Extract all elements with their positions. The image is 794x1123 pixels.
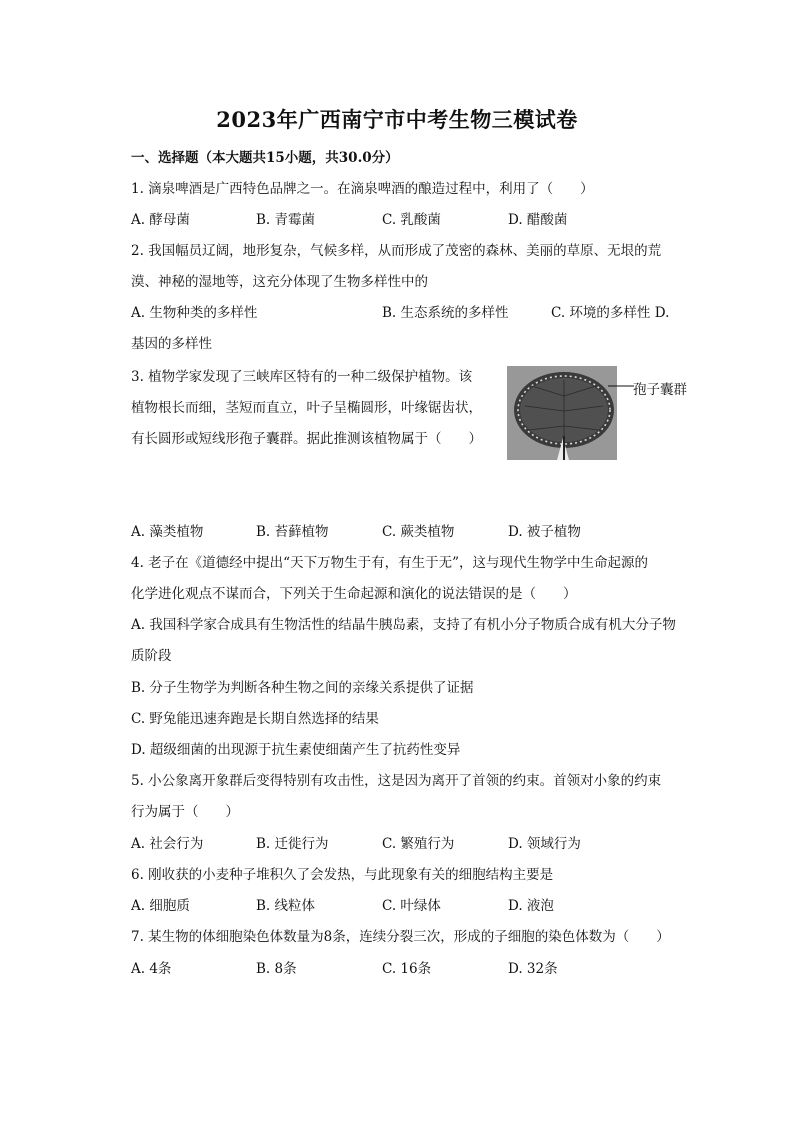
- question-1: 1. 滴泉啤酒是广西特色品牌之一。在滴泉啤酒的酿造过程中，利用了（ ）: [131, 181, 594, 197]
- q4-option-c: C. 野兔能迅速奔跑是长期自然选择的结果: [131, 711, 379, 727]
- q6-option-b: B. 线粒体: [256, 898, 316, 914]
- q4-option-a-line-2: 质阶段: [131, 648, 172, 664]
- figure-pointer-line: [608, 384, 634, 388]
- q6-option-c: C. 叶绿体: [382, 898, 441, 914]
- q7-option-d: D. 32条: [508, 961, 558, 977]
- q6-option-a: A. 细胞质: [131, 898, 190, 914]
- question-2-line-1: 2. 我国幅员辽阔，地形复杂，气候多样，从而形成了茂密的森林、美丽的草原、无垠的荒: [131, 243, 662, 259]
- q5-option-d: D. 领域行为: [508, 836, 581, 852]
- q2-option-d: 基因的多样性: [131, 336, 212, 352]
- exam-title: 2023年广西南宁市中考生物三模试卷: [216, 107, 578, 132]
- q1-option-c: C. 乳酸菌: [382, 212, 441, 228]
- q5-option-c: C. 繁殖行为: [382, 836, 455, 852]
- question-7: 7. 某生物的体细胞染色体数量为8条，连续分裂三次，形成的子细胞的染色体数为（ ）: [131, 929, 670, 945]
- question-4-line-2: 化学进化观点不谋而合，下列关于生命起源和演化的说法错误的是（ ）: [131, 586, 577, 602]
- section-heading: 一、选择题（本大题共15小题，共30.0分）: [131, 150, 399, 166]
- question-2-line-2: 漠、神秘的湿地等，这充分体现了生物多样性中的: [131, 274, 428, 290]
- q7-option-a: A. 4条: [131, 961, 172, 977]
- q6-option-d: D. 液泡: [508, 898, 554, 914]
- q2-option-b: B. 生态系统的多样性: [382, 305, 509, 321]
- q2-option-c: C. 环境的多样性 D.: [551, 305, 670, 321]
- question-3-line-3: 有长圆形或短线形孢子囊群。据此推测该植物属于（ ）: [131, 431, 482, 447]
- q3-option-b: B. 苔藓植物: [256, 524, 329, 540]
- q3-option-a: A. 藻类植物: [131, 524, 204, 540]
- question-6: 6. 刚收获的小麦种子堆积久了会发热，与此现象有关的细胞结构主要是: [131, 867, 554, 883]
- question-5-line-2: 行为属于（ ）: [131, 804, 239, 820]
- q4-option-b: B. 分子生物学为判断各种生物之间的亲缘关系提供了证据: [131, 680, 474, 696]
- q5-option-a: A. 社会行为: [131, 836, 204, 852]
- question-3-line-2: 植物根长而细，茎短而直立，叶子呈椭圆形，叶缘锯齿状，: [131, 400, 482, 416]
- figure-label: 孢子囊群: [633, 382, 687, 398]
- fern-leaf-figure: [507, 366, 617, 460]
- q3-option-c: C. 蕨类植物: [382, 524, 455, 540]
- q5-option-b: B. 迁徙行为: [256, 836, 329, 852]
- q1-option-d: D. 醋酸菌: [508, 212, 568, 228]
- q4-option-d: D. 超级细菌的出现源于抗生素使细菌产生了抗药性变异: [131, 742, 461, 758]
- q3-option-d: D. 被子植物: [508, 524, 581, 540]
- question-4-line-1: 4. 老子在《道德经中提出“天下万物生于有，有生于无”，这与现代生物学中生命起源的: [131, 555, 648, 571]
- q2-option-a: A. 生物种类的多样性: [131, 305, 258, 321]
- question-3-line-1: 3. 植物学家发现了三峡库区特有的一种二级保护植物。该: [131, 369, 473, 385]
- q7-option-b: B. 8条: [256, 961, 297, 977]
- question-5-line-1: 5. 小公象离开象群后变得特别有攻击性，这是因为离开了首领的约束。首领对小象的约束: [131, 773, 662, 789]
- q1-option-b: B. 青霉菌: [256, 212, 316, 228]
- q4-option-a-line-1: A. 我国科学家合成具有生物活性的结晶牛胰岛素，支持了有机小分子物质合成有机大分子物: [131, 617, 676, 633]
- q1-option-a: A. 酵母菌: [131, 212, 190, 228]
- q7-option-c: C. 16条: [382, 961, 432, 977]
